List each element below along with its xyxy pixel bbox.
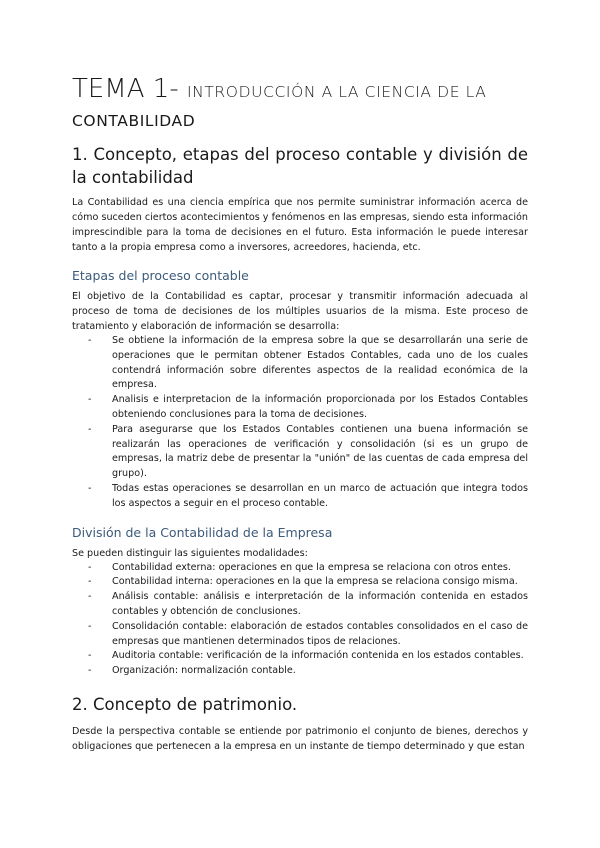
dash-bullet: - [88,482,92,494]
tema-number: TEMA 1- [72,74,179,104]
list-item: - Consolidación contable: elaboración de estados contables consolidados en el caso de empresas que mantienen determinados tipos de relaciones. [88,620,528,647]
dash-bullet: - [88,423,92,435]
section1-intro: La Contabilidad es una ciencia empírica que nos permite suministrar información acerca de cómo suceden ciertos acontecimientos y fenómenos en las empresas, siendo esta información imprescindible para la toma de decisiones en el futuro. Esta información le puede interesar tanto a la propia empresa como a inversores, acreedores, hacienda, etc. [72,197,528,253]
tema-title-part1: INTRODUCCIÓN A LA CIENCIA DE LA [186,83,487,101]
section1-heading: 1. Concepto, etapas del proceso contable y división de la contabilidad [72,145,528,187]
dash-bullet: - [88,561,92,573]
tema-title [72,74,528,133]
list-item: - Contabilidad externa: operaciones en que la empresa se relaciona con otros entes. [112,561,528,576]
dash-bullet: - [88,665,92,677]
division-list [72,561,528,679]
list-item: - Todas estas operaciones se desarrollan en un marco de actuación que integra todos los aspectos a seguir en el proceso contable. [88,482,528,509]
dash-bullet: - [88,591,92,603]
section2-heading: 2. Concepto de patrimonio. [72,694,298,714]
list-item: - Análisis contable: análisis e interpretación de la información contenida en estados contables y obtención de conclusiones. [88,591,528,617]
division-heading: División de la Contabilidad de la Empresa [72,524,333,540]
etapas-text: El objetivo de la Contabilidad es captar, procesar y transmitir información adecuada al proceso de toma de decisiones de los múltiples usuarios de la misma. Este proceso de tratamiento y elaboración de información se desarrolla: [72,291,528,332]
tema-title-part2: CONTABILIDAD [72,112,196,130]
dash-bullet: - [88,576,92,588]
dash-bullet: - [88,620,92,632]
dash-bullet: - [88,394,92,406]
list-item: - Contabilidad interna: operaciones en la que la empresa se relaciona consigo misma. [112,575,528,590]
section2-text: Desde la perspectiva contable se entiende por patrimonio el conjunto de bienes, derechos y obligaciones que pertenecen a la empresa en un instante de tiempo determinado y que estan [72,725,528,752]
list-item: - Se obtiene la información de la empresa sobre la que se desarrollarán una serie de operaciones que le permitan obtener Estados Contables, cada uno de los cuales contendrá información sobre diferentes aspectos de la realidad económica de la empresa. [88,335,528,391]
etapas-list [72,334,528,512]
list-item: - Para asegurarse que los Estados Contables contienen una buena información se realizarán las operaciones de verificación y consolidación (si es un grupo de empresas, la matriz debe de presentar la "unión" de las cuentas de cada empresa del grupo). [88,423,528,480]
document-page [72,74,528,754]
list-item: - Analisis e interpretacion de la información proporcionada por los Estados Contables obteniendo conclusiones para la toma de decisiones. [88,394,528,420]
etapas-heading: Etapas del proceso contable [72,268,249,283]
dash-bullet: - [88,650,92,662]
list-item: - Auditoria contable: verificación de la información contenida en los estados contables. [112,649,528,664]
dash-bullet: - [88,335,92,346]
division-text: Se pueden distinguir las siguientes modalidades: [72,547,308,559]
list-item: - Organización: normalización contable. [112,664,528,679]
